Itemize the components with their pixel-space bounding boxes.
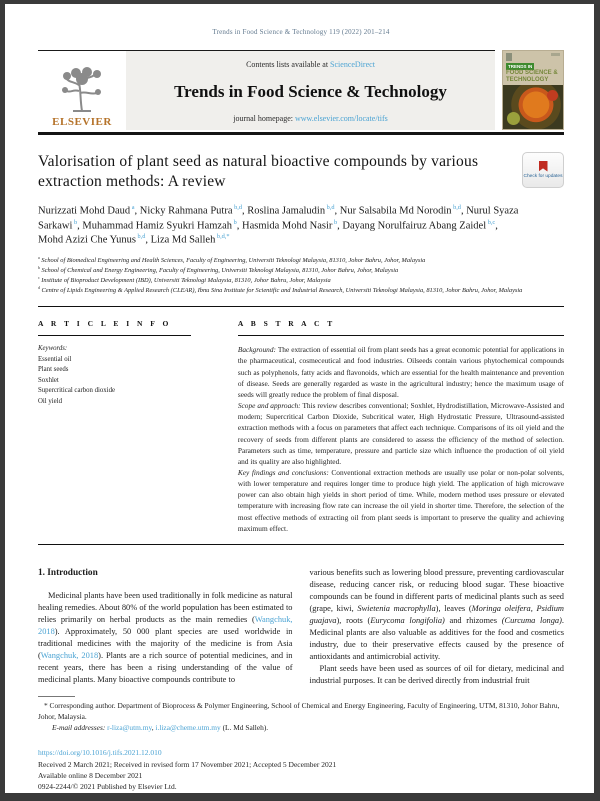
issn-copyright-line: 0924-2244/© 2021 Published by Elsevier Ltd. <box>38 782 177 792</box>
text-segment: , <box>495 220 498 232</box>
abstract-paragraph-label: Key findings and conclusions: <box>237 468 329 478</box>
text-segment: Nicky Rahmana Putra <box>139 205 233 217</box>
text-segment: Nur Salsabila Md Norodin <box>339 205 452 217</box>
text-segment: b,d <box>232 204 242 212</box>
cover-issue-mark <box>551 53 560 56</box>
title-row <box>38 152 564 192</box>
check-for-updates-label: Check for updates <box>523 173 563 179</box>
text-segment: various benefits such as lowering blood pressure, preventing cardiovascular disease, reducing cancer risk, or reducing blood sugar. These bioactive compounds can be found in different parts of medicinal plants such as seed (grape, kiwi, <box>309 567 564 613</box>
text-segment: , <box>151 722 156 732</box>
text-segment: ), leaves ( <box>435 604 472 613</box>
affiliation-sup: b <box>38 266 40 271</box>
cover-fruit-red-icon <box>547 90 558 101</box>
available-online-line: Available online 8 December 2021 <box>38 770 143 780</box>
text-segment: ). Plants are a rich source of potential medicines, and in recent years, there has been a rising understanding of the value of medicinal plants. Many bioactive compounds contribute to <box>38 651 293 685</box>
text-segment: b <box>332 218 338 226</box>
text-segment: , <box>241 205 248 217</box>
elsevier-logo <box>38 51 126 130</box>
text-segment: Roslina Jamaludin <box>247 205 326 217</box>
text-segment: journal homepage: <box>233 114 295 123</box>
text-segment: Contents lists available at <box>246 60 331 69</box>
text-segment: , <box>337 220 343 232</box>
inline-link[interactable]: i.liza@cheme.utm.my <box>155 722 221 732</box>
affiliation-text: Institute of Bioproduct Development (IBD), Universiti Teknologi Malaysia, 81310, Johor Bahru, Johor, Malaysia <box>39 276 331 284</box>
text-segment: Nurizzati Mohd Daud <box>38 205 131 217</box>
text-segment: , <box>134 205 140 217</box>
affiliation-text: School of Chemical and Energy Engineering, Faculty of Engineering, Universiti Teknologi Malaysia, 81310, Johor Bahru, Johor, Malaysia <box>39 267 399 275</box>
keyword-item: Essential oil <box>38 355 72 363</box>
footnote-divider <box>38 696 75 697</box>
section-divider-rule <box>38 306 564 307</box>
text-segment: Liza Md Salleh <box>150 234 216 246</box>
abstract-paragraph-label: Scope and approach: <box>237 401 301 411</box>
article-footer <box>38 747 564 792</box>
text-segment: Dayang Norulfairuz Abang Zaidel <box>342 220 487 232</box>
header-banner <box>38 50 564 130</box>
banner-rule <box>38 132 564 135</box>
corresponding-author-note: * Corresponding author. Department of Bioprocess & Polymer Engineering, School of Chemical and Energy Engineering, Faculty of Engineering, UTM, 81310, Johor Bahru, Johor, Malaysia. <box>38 701 560 721</box>
abstract-paragraph <box>238 467 564 534</box>
email-addresses-line <box>38 723 564 734</box>
text-segment: (Curcuma longa) <box>501 616 562 626</box>
abstract-paragraph <box>238 400 564 467</box>
article-title: Valorisation of plant seed as natural bioactive compounds by various extraction methods: A review <box>38 153 479 191</box>
journal-page <box>5 4 594 793</box>
journal-masthead: Trends in Food Science & Technology <box>174 81 447 101</box>
affiliation-sup: a <box>38 256 40 261</box>
text-segment: b,d <box>325 204 335 212</box>
text-segment: a <box>130 204 135 212</box>
text-segment: Swietenia macrophylla <box>357 604 436 613</box>
text-segment: Eurycoma longifolia) <box>370 616 445 626</box>
introduction-section <box>38 567 564 687</box>
text-segment: Moringa oleifera, Psidium guajava <box>309 604 564 626</box>
cover-fruit-green-icon <box>507 112 520 125</box>
check-for-updates-badge[interactable] <box>522 152 564 188</box>
abstract-paragraph-label: Background: <box>237 345 276 355</box>
text-segment: , <box>145 234 151 246</box>
affiliation-text: School of Biomedical Engineering and Health Sciences, Faculty of Engineering, Universiti Teknologi Malaysia, 81310, Johor Bahru, Johor, Malaysia <box>39 257 426 265</box>
footnote-block <box>38 701 564 733</box>
banner-center <box>126 51 495 130</box>
cover-publisher-mark-icon <box>506 53 512 61</box>
received-dates-line: Received 2 March 2021; Received in revised form 17 November 2021; Accepted 5 December 2021 <box>38 759 337 769</box>
banner-main <box>38 50 495 130</box>
cover-fruit-image <box>503 85 563 129</box>
abstract-column <box>238 319 564 534</box>
abstract-paragraph-text: Conventional extraction methods are usually use polar or non-polar solvents, with lower temperature and requires longer time to produce high yield. The application of high microwave power can also obtain high yields in short period of time. While, modern method uses pressure or elevated temperature with increasing flow rate can increase the oil yield in shorter time. Therefore, the selection of the most effective methods of extracting oil from plant seeds is important to preserve the quality and achieving maximum effect. <box>237 468 564 533</box>
article-info-rule <box>38 335 191 336</box>
bookmark-icon <box>539 161 548 172</box>
affiliation-text: Centre of Lipids Engineering & Applied Research (CLEAR), Ibnu Sina Institute for Scientific and Industrial Research, Universiti Teknologi Malaysia, 81310, Johor Bahru, Johor, Malaysia <box>39 286 523 294</box>
text-segment: b,c <box>486 218 496 226</box>
text-segment: Medicinal plants have been used traditionally in folk medicine as natural healing remedies. About 80% of the world population has been estimated to relies primarily on herbal products as the main remedies ( <box>38 591 293 625</box>
text-segment: , <box>334 205 340 217</box>
affiliation-sup: c <box>38 275 40 280</box>
authors-line <box>38 204 522 247</box>
keyword-item: Supercritical carbon dioxide <box>38 387 116 395</box>
keyword-item: Soxhlet <box>38 376 59 384</box>
inline-link[interactable]: ScienceDirect <box>330 60 375 69</box>
text-segment: b <box>72 218 78 226</box>
abstract-paragraph-text: This review describes conventional; Soxhlet, Hydrodistillation, Microwave-Assisted and modern; Supercritical Carbon Dioxide, Subcritical water, High Hydrostatic Pressure, Ultrasound-assisted extraction methods with a focus on parameters that affect each technique. Comparisons of its oil yield and the recovery of seeds from different plants are considered to assess the efficiency of the method of selection. Parameters such as time, temperature, pressure and particle size which influence the production of oil yield and its quality are also highlighted. <box>237 401 564 466</box>
text-segment: Nurul Syaza Sarkawi <box>38 205 519 232</box>
article-info-heading: A R T I C L E I N F O <box>38 319 172 329</box>
text-segment: . Medicinal plants are also valuable as additives for the food and cosmetics industry, due to their preservative effects caused by the presence of antioxidants and antimicrobial activity. <box>309 616 564 662</box>
text-segment: , <box>236 220 242 232</box>
citation-header: Trends in Food Science & Technology 119 (2022) 201–214 <box>212 28 390 36</box>
intro-paragraph <box>310 567 565 663</box>
inline-link[interactable]: www.elsevier.com/locate/tifs <box>294 114 388 123</box>
doi-link[interactable]: https://doi.org/10.1016/j.tifs.2021.12.010 <box>38 748 162 758</box>
cover-title: FOOD SCIENCE & TECHNOLOGY <box>506 70 558 83</box>
intro-left-column <box>38 567 293 687</box>
article-info-column <box>38 319 238 534</box>
keyword-item: Plant seeds <box>38 366 69 374</box>
affiliation-row <box>38 256 564 266</box>
text-segment: (L. Md Salleh). <box>220 722 269 732</box>
inline-link[interactable]: Wangchuk, 2018 <box>38 615 293 637</box>
text-segment: b,d <box>451 204 461 212</box>
text-segment: ), roots ( <box>336 616 371 626</box>
journal-cover-thumbnail <box>502 50 564 130</box>
abstract-rule <box>238 335 564 336</box>
journal-homepage-line <box>132 114 489 123</box>
keyword-item: Oil yield <box>38 397 62 405</box>
text-segment: Hasmida Mohd Nasir <box>241 220 333 232</box>
intro-paragraph: Plant seeds have been used as sources of oil for dietary, medicinal and industrial purposes. It can be derived directly from industrial fruit <box>309 664 564 686</box>
intro-right-column <box>310 567 565 687</box>
text-segment: Mohd Azizi Che Yunus <box>38 234 136 246</box>
text-segment: b,d <box>135 233 146 240</box>
text-segment: , <box>460 205 467 217</box>
text-segment: ). Approximately, 50 000 plant species are used worldwide in traditional medicines with the majority of the medicine is from Asia ( <box>38 627 293 661</box>
text-segment: Muhammad Hamiz Syukri Hamzah <box>82 220 232 232</box>
affiliation-row <box>38 286 564 296</box>
text-segment: , <box>77 220 83 232</box>
elsevier-tree-icon <box>59 67 105 115</box>
text-segment: b <box>232 218 237 226</box>
text-segment: and rhizomes <box>444 616 502 626</box>
text-segment: E-mail addresses: <box>52 722 108 732</box>
affiliation-row <box>38 276 564 286</box>
abstract-heading: A B S T R A C T <box>237 319 336 329</box>
contents-available-line <box>132 60 489 69</box>
affiliations <box>38 256 564 295</box>
abstract-paragraph <box>238 344 564 400</box>
elsevier-logo-text: ELSEVIER <box>52 116 112 128</box>
abstract-bottom-rule <box>38 544 564 545</box>
keywords-label: Keywords: <box>38 345 68 353</box>
affiliation-sup: d <box>38 285 40 290</box>
affiliation-row <box>38 266 564 276</box>
inline-link[interactable]: r-liza@utm.my <box>107 722 152 732</box>
cover-trends-label: TRENDS IN <box>508 64 533 69</box>
introduction-heading: 1. Introduction <box>38 567 98 578</box>
inline-link[interactable]: Wangchuk, 2018 <box>40 651 99 661</box>
text-segment: b,d,* <box>215 233 230 240</box>
article-info-abstract-section <box>38 319 564 534</box>
intro-paragraph <box>38 590 293 686</box>
abstract-paragraph-text: The extraction of essential oil from plant seeds has a great economic potential for applications in the pharmaceutical, cosmeceutical and food industries. Oilseeds contain various phytochemical compounds such as polyphenols, fatty acids and flavonoids, which are essential for the health maintenance and prevention of disease. Seeds are generally regarded as waste in the agricultural industry; hence the maximum usage of seeds will greatly reduce the problem of final disposal. <box>237 345 564 399</box>
